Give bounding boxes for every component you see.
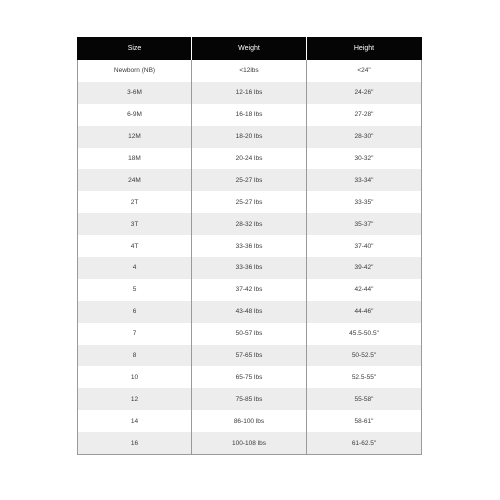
height-cell: 45.5-50.5" [307, 323, 422, 345]
table-row [78, 323, 422, 345]
table-header [78, 37, 422, 60]
table-row [78, 345, 422, 367]
weight-cell: 57-65 lbs [192, 345, 307, 367]
height-cell: 30-32" [307, 148, 422, 170]
weight-cell: 20-24 lbs [192, 148, 307, 170]
height-cell: <24" [307, 60, 422, 82]
table-row [78, 388, 422, 410]
table-row [78, 82, 422, 104]
weight-cell: 25-27 lbs [192, 169, 307, 191]
table-row [78, 257, 422, 279]
size-cell: 16 [78, 432, 192, 454]
size-cell: 12 [78, 388, 192, 410]
weight-cell: 37-42 lbs [192, 279, 307, 301]
weight-cell: <12lbs [192, 60, 307, 82]
weight-cell: 28-32 lbs [192, 213, 307, 235]
table-row [78, 213, 422, 235]
height-cell: 35-37" [307, 213, 422, 235]
table-row [78, 301, 422, 323]
size-cell: 14 [78, 410, 192, 432]
table-body [78, 60, 422, 455]
height-cell: 50-52.5" [307, 345, 422, 367]
height-cell: 58-61" [307, 410, 422, 432]
weight-cell: 25-27 lbs [192, 191, 307, 213]
height-cell: 55-58" [307, 388, 422, 410]
size-cell: 2T [78, 191, 192, 213]
size-cell: 5 [78, 279, 192, 301]
table-row [78, 148, 422, 170]
size-cell: 3-6M [78, 82, 192, 104]
table-row [78, 432, 422, 454]
weight-cell: 43-48 lbs [192, 301, 307, 323]
size-cell: 7 [78, 323, 192, 345]
weight-cell: 18-20 lbs [192, 126, 307, 148]
table-row [78, 410, 422, 432]
height-cell: 52.5-55" [307, 366, 422, 388]
table-row [78, 366, 422, 388]
header-size: Size [78, 37, 192, 60]
size-cell: 10 [78, 366, 192, 388]
table-row [78, 169, 422, 191]
size-cell: Newborn (NB) [78, 60, 192, 82]
size-cell: 24M [78, 169, 192, 191]
height-cell: 44-46" [307, 301, 422, 323]
weight-cell: 16-18 lbs [192, 104, 307, 126]
table-row [78, 279, 422, 301]
table-row [78, 126, 422, 148]
height-cell: 27-28" [307, 104, 422, 126]
weight-cell: 50-57 lbs [192, 323, 307, 345]
height-cell: 33-35" [307, 191, 422, 213]
size-cell: 6 [78, 301, 192, 323]
weight-cell: 33-36 lbs [192, 235, 307, 257]
table-row [78, 104, 422, 126]
height-cell: 42-44" [307, 279, 422, 301]
size-cell: 4T [78, 235, 192, 257]
header-weight: Weight [192, 37, 307, 60]
size-chart-table [77, 37, 422, 455]
weight-cell: 100-108 lbs [192, 432, 307, 454]
size-cell: 18M [78, 148, 192, 170]
table-row [78, 60, 422, 82]
height-cell: 39-42" [307, 257, 422, 279]
weight-cell: 75-85 lbs [192, 388, 307, 410]
weight-cell: 33-36 lbs [192, 257, 307, 279]
table-row [78, 235, 422, 257]
height-cell: 37-40" [307, 235, 422, 257]
height-cell: 61-62.5" [307, 432, 422, 454]
size-cell: 4 [78, 257, 192, 279]
height-cell: 28-30" [307, 126, 422, 148]
header-row [78, 37, 422, 60]
weight-cell: 12-16 lbs [192, 82, 307, 104]
weight-cell: 86-100 lbs [192, 410, 307, 432]
height-cell: 24-26" [307, 82, 422, 104]
weight-cell: 65-75 lbs [192, 366, 307, 388]
size-cell: 8 [78, 345, 192, 367]
size-cell: 12M [78, 126, 192, 148]
table-row [78, 191, 422, 213]
size-cell: 3T [78, 213, 192, 235]
size-cell: 6-9M [78, 104, 192, 126]
header-height: Height [307, 37, 422, 60]
height-cell: 33-34" [307, 169, 422, 191]
